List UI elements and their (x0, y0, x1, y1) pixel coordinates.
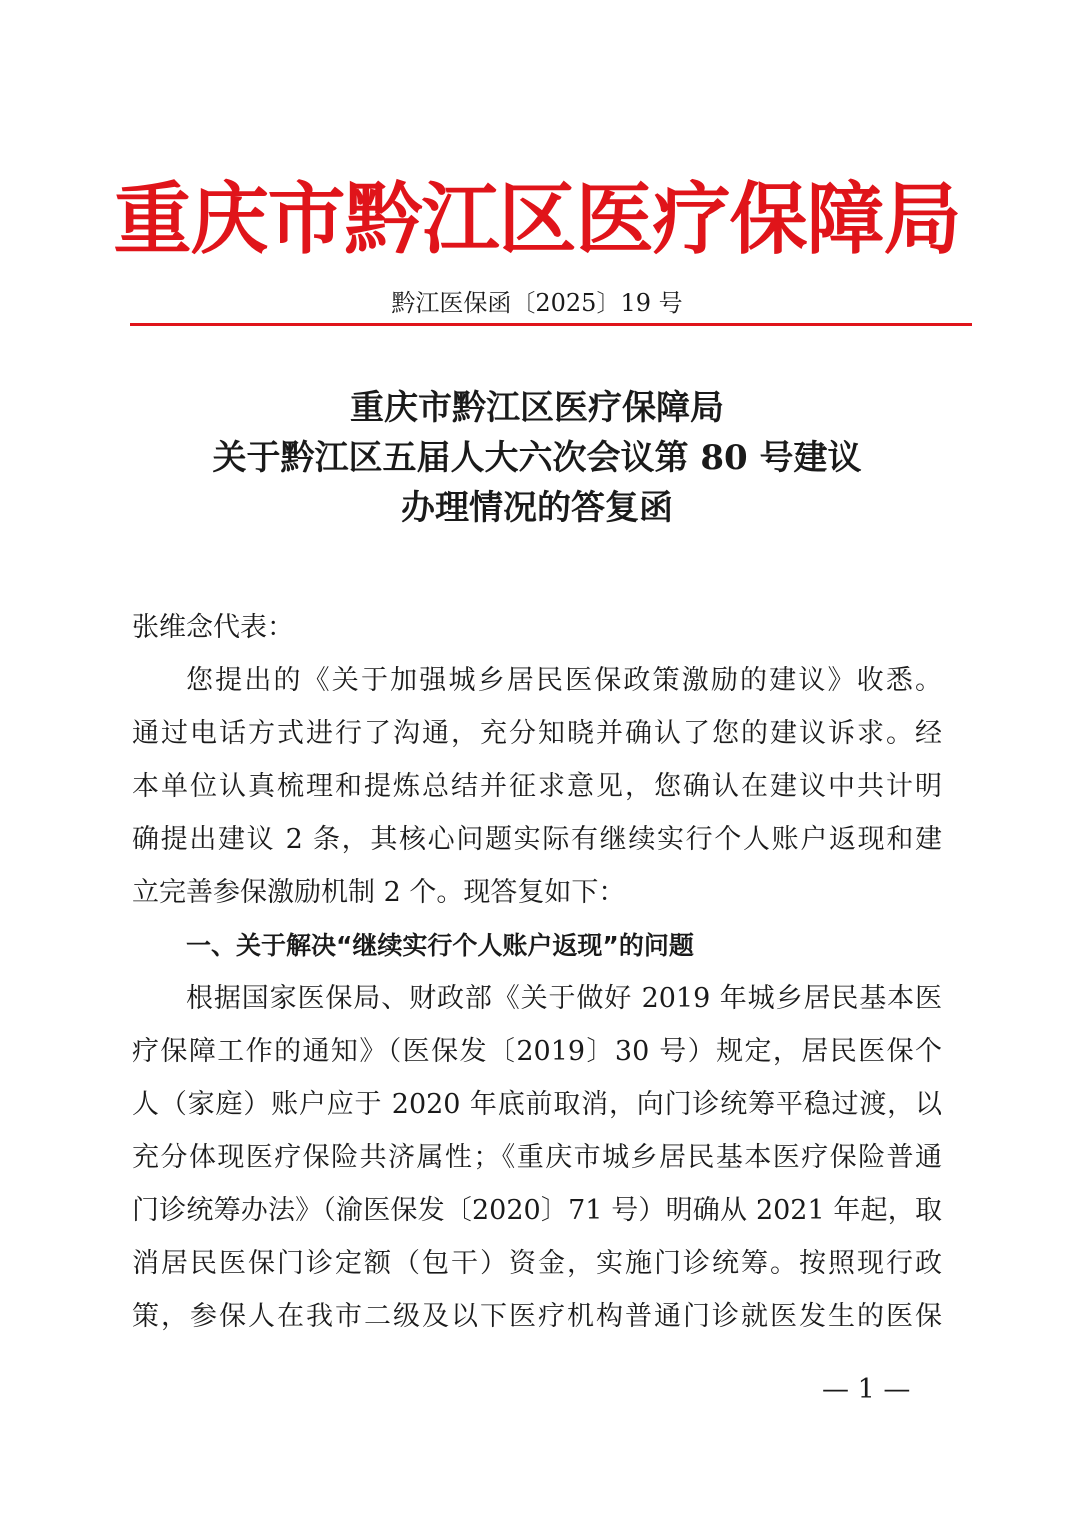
section-1-heading: 一、关于解决“继续实行个人账户返现”的问题 (186, 931, 694, 960)
paragraph-1-line: 本单位认真梳理和提炼总结并征求意见，您确认在建议中共计明 (132, 771, 942, 802)
paragraph-1-line: 通过电话方式进行了沟通，充分知晓并确认了您的建议诉求。经 (132, 718, 942, 749)
organization-letterhead: 重庆市黔江区医疗保障局 (113, 174, 961, 265)
paragraph-1-line: 确提出建议 2 条，其核心问题实际有继续实行个人账户返现和建 (132, 824, 942, 855)
letterhead-divider (130, 323, 972, 326)
paragraph-1-line: 立完善参保激励机制 2 个。现答复如下： (132, 877, 626, 908)
document-title (0, 383, 1074, 533)
paragraph-2-line: 消居民医保门诊定额（包干）资金，实施门诊统筹。按照现行政 (132, 1248, 942, 1279)
paragraph-2-line: 人（家庭）账户应于 2020 年底前取消，向门诊统筹平稳过渡，以 (132, 1089, 942, 1120)
title-line-1: 重庆市黔江区医疗保障局 (350, 388, 724, 428)
paragraph-2-line: 门诊统筹办法》（渝医保发〔2020〕71 号）明确从 2021 年起，取 (132, 1195, 942, 1226)
title-line-3: 办理情况的答复函 (401, 488, 673, 528)
document-number: 黔江医保函〔2025〕19 号 (391, 289, 683, 317)
page-number: — 1 — (822, 1374, 911, 1405)
paragraph-2-line: 充分体现医疗保险共济属性；《重庆市城乡居民基本医疗保险普通 (132, 1142, 942, 1173)
paragraph-2-line: 疗保障工作的通知》（医保发〔2019〕30 号）规定，居民医保个 (132, 1036, 942, 1067)
paragraph-2-line: 根据国家医保局、财政部《关于做好 2019 年城乡居民基本医 (186, 983, 942, 1014)
title-line-2: 关于黔江区五届人大六次会议第 80 号建议 (212, 438, 862, 478)
paragraph-1-line: 您提出的《关于加强城乡居民医保政策激励的建议》收悉。 (186, 665, 942, 696)
paragraph-2-line: 策，参保人在我市二级及以下医疗机构普通门诊就医发生的医保 (132, 1301, 942, 1332)
salutation: 张维念代表： (132, 612, 294, 643)
